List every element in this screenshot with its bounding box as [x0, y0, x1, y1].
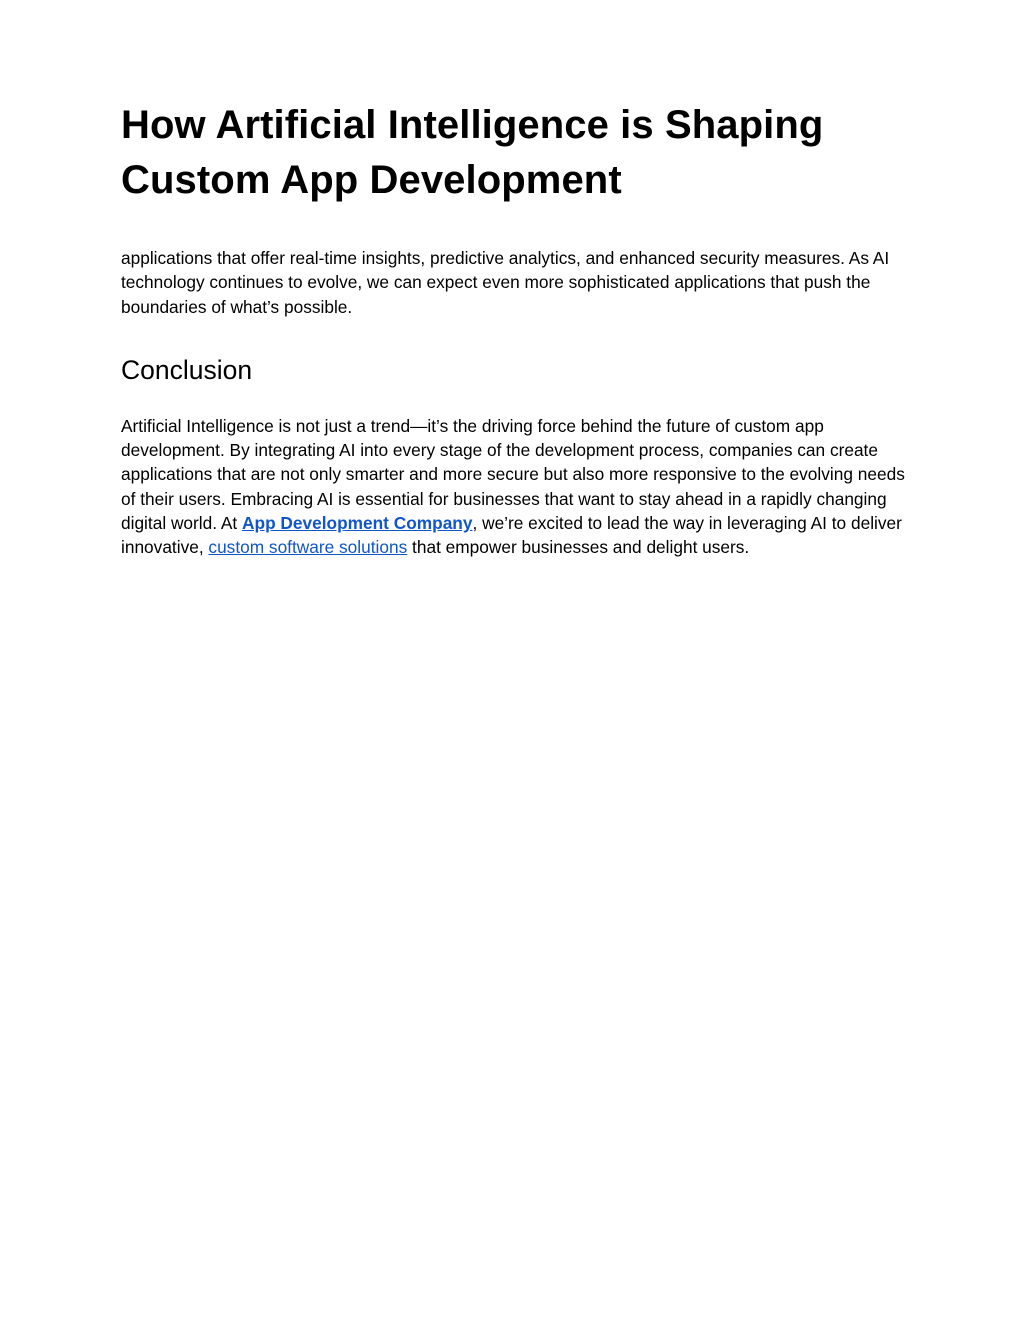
- document-content: [121, 98, 911, 560]
- conclusion-text-part1: Artificial Intelligence is not just a trend—it’s the driving force behind the future of custom app development. By integrating AI into every stage of the development process, companies can create applications that are not only smarter and more secure but also more responsive to the evolving needs of their users. Embracing AI is essential for businesses that want to stay ahead in a rapidly changing digital world. At: [121, 415, 905, 534]
- page-title: How Artificial Intelligence is Shaping Custom App Development: [121, 103, 824, 202]
- conclusion-heading: Conclusion: [121, 354, 253, 385]
- intro-paragraph: applications that offer real-time insights, predictive analytics, and enhanced security measures. As AI technology continues to evolve, we can expect even more sophisticated applications that push the boundaries of what’s possible.: [121, 248, 890, 317]
- app-development-company-link[interactable]: App Development Company: [242, 513, 473, 534]
- custom-software-solutions-link[interactable]: custom software solutions: [208, 537, 408, 558]
- conclusion-paragraph: [121, 414, 911, 560]
- conclusion-text-part2: , we’re excited to lead the way in leveraging AI to deliver innovative,: [121, 513, 902, 558]
- conclusion-text-part3: that empower businesses and delight users.: [407, 537, 750, 558]
